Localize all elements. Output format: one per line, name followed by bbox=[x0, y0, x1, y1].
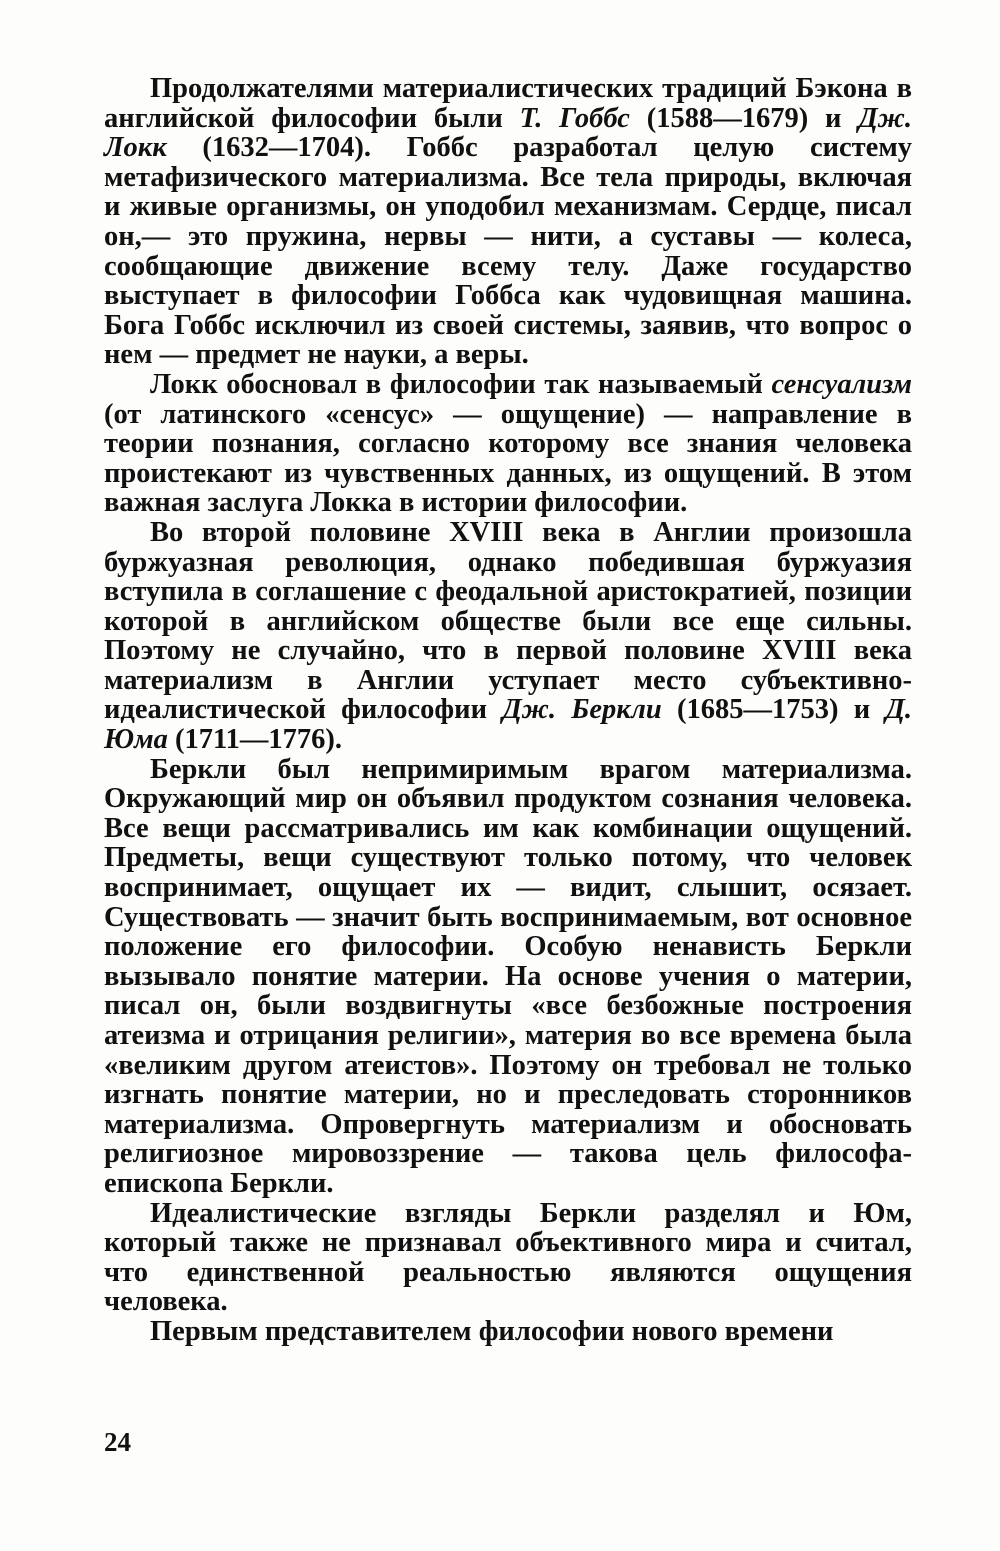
text-segment: Во второй половине XVIII века в Англии произошла буржуазная революция, однако победившая буржуазия вступила в соглашение с феодальной аристократией, позиции которой в английском обществе были все еще сильны. Поэтому не случайно, что в первой половине XVIII века материализм в Англии уступает место субъективно-идеалистической философии bbox=[104, 516, 912, 726]
text-segment: (1588—1679) и bbox=[629, 102, 859, 134]
text-segment: Беркли был непримиримым врагом материализма. Окружающий мир он объявил продуктом сознания человека. Все вещи рассматривались им как комбинации ощущений. Предметы, вещи существуют только потому, что человек воспринимает, ощущает их — видит, слышит, осязает. Существовать — значит быть воспринимаемым, вот основное положение его философии. Особую ненависть Беркли вызывало понятие материи. На основе учения о материи, писал он, были воздвигнуты «все безбожные построения атеизма и отрицания религии», материя во все времена была «великим другом атеистов». Поэтому он требовал не только изгнать понятие материи, но и преследовать сторонников материализма. Опровергнуть материализм и обосновать религиозное мировоззрение — такова цель философа-епископа Беркли. bbox=[104, 753, 912, 1199]
text-segment: Первым представителем философии нового времени bbox=[150, 1315, 834, 1347]
paragraph-hume bbox=[104, 1199, 912, 1317]
text-segment: Продолжателями материалистических традиций Бэкона в английской философии были bbox=[104, 73, 912, 134]
italic-name: Дж. Беркли bbox=[502, 694, 662, 726]
italic-name: Д. Юма bbox=[104, 694, 912, 756]
text-segment: (от латинского «сенсус» — ощущение) — направление в теории познания, согласно которому все знания человека проистекают из чувственных данных, из ощущений. В этом важная заслуга Локка в истории философии. bbox=[104, 398, 912, 519]
paragraph-first-representative bbox=[104, 1317, 912, 1347]
paragraph-sensualism bbox=[104, 370, 912, 518]
page-number: 24 bbox=[104, 1427, 131, 1457]
text-segment: (1632—1704). Гоббс разработал целую систему метафизического материализма. Все тела природы, включая и живые организмы, он уподобил механизмам. Сердце, писал он,— это пружина, нервы — нити, а суставы — колеса, сообщающие движение всему телу. Даже государство выступает в философии Гоббса как чудовищная машина. Бога Гоббс исключил из своей системы, заявив, что вопрос о нем — предмет не науки, а веры. bbox=[104, 132, 912, 371]
italic-name: Дж. Локк bbox=[104, 102, 912, 164]
body-text bbox=[104, 74, 912, 1347]
italic-name: Т. Гоббс bbox=[519, 102, 630, 134]
text-segment: Локк обосновал в философии так называемый bbox=[150, 368, 772, 400]
text-segment: Идеалистические взгляды Беркли разделял и Юм, который также не признавал объективного мира и считал, что единственной реальностью являются ощущения человека. bbox=[104, 1197, 912, 1318]
paragraph-hobbes-locke bbox=[104, 74, 912, 370]
text-segment: (1711—1776). bbox=[167, 724, 343, 756]
italic-term: сенсуализм bbox=[771, 368, 912, 400]
paragraph-berkeley bbox=[104, 755, 912, 1199]
text-segment: (1685—1753) и bbox=[661, 694, 886, 726]
paragraph-revolution bbox=[104, 518, 912, 755]
